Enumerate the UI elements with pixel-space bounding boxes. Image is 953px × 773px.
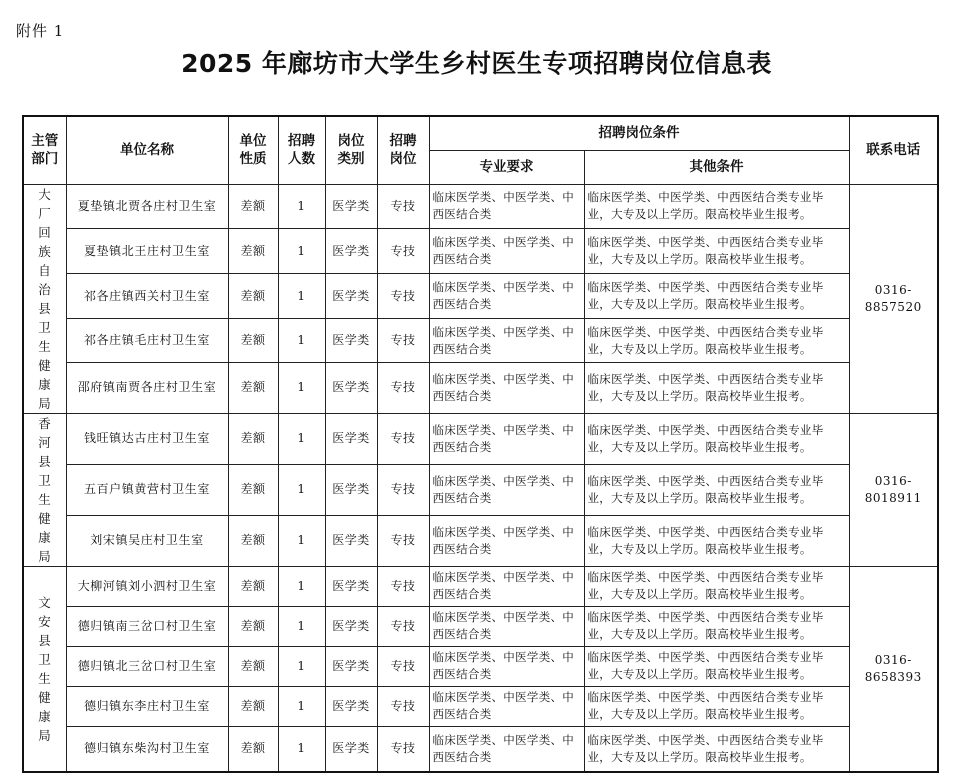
post-category-cell: 医学类 [325,686,377,726]
post-category-cell: 医学类 [325,566,377,606]
unit-nature-cell: 差额 [228,646,278,686]
unit-name-cell: 夏垫镇北王庄村卫生室 [66,229,228,274]
unit-name-cell: 五百户镇黄营村卫生室 [66,464,228,515]
recruit-post-cell: 专技 [377,566,429,606]
other-conditions-cell: 临床医学类、中医学类、中西医结合类专业毕业，大专及以上学历。限高校毕业生报考。 [584,686,849,726]
recruit-post-cell: 专技 [377,319,429,363]
recruit-post-cell: 专技 [377,646,429,686]
unit-nature-cell: 差额 [228,686,278,726]
dept-cell [23,184,66,413]
unit-name-cell: 大柳河镇刘小泗村卫生室 [66,566,228,606]
major-requirement-cell: 临床医学类、中医学类、中西医结合类 [429,363,584,413]
post-category-cell: 医学类 [325,726,377,772]
post-category-cell: 医学类 [325,646,377,686]
unit-name-cell: 钱旺镇达古庄村卫生室 [66,413,228,464]
major-requirement-cell: 临床医学类、中医学类、中西医结合类 [429,464,584,515]
recruit-count-cell: 1 [278,184,325,229]
other-conditions-cell: 临床医学类、中医学类、中西医结合类专业毕业，大专及以上学历。限高校毕业生报考。 [584,515,849,566]
header-count: 招聘人数 [278,116,325,184]
unit-name-cell: 德归镇东李庄村卫生室 [66,686,228,726]
header-other: 其他条件 [584,150,849,184]
table-row [23,686,938,726]
unit-nature-cell: 差额 [228,606,278,646]
major-requirement-cell: 临床医学类、中医学类、中西医结合类 [429,646,584,686]
post-category-cell: 医学类 [325,515,377,566]
post-category-cell: 医学类 [325,319,377,363]
recruit-post-cell: 专技 [377,606,429,646]
recruit-count-cell: 1 [278,274,325,319]
major-requirement-cell: 临床医学类、中医学类、中西医结合类 [429,686,584,726]
unit-name-cell: 邵府镇南贾各庄村卫生室 [66,363,228,413]
unit-nature-cell: 差额 [228,319,278,363]
post-category-cell: 医学类 [325,413,377,464]
table-row [23,229,938,274]
recruit-post-cell: 专技 [377,184,429,229]
header-conditions: 招聘岗位条件 [429,116,849,150]
major-requirement-cell: 临床医学类、中医学类、中西医结合类 [429,229,584,274]
other-conditions-cell: 临床医学类、中医学类、中西医结合类专业毕业，大专及以上学历。限高校毕业生报考。 [584,726,849,772]
dept-cell [23,566,66,772]
table-row [23,515,938,566]
unit-nature-cell: 差额 [228,566,278,606]
unit-name-cell: 德归镇东柴沟村卫生室 [66,726,228,772]
unit-name-cell: 夏垫镇北贾各庄村卫生室 [66,184,228,229]
unit-nature-cell: 差额 [228,515,278,566]
header-category: 岗位类别 [325,116,377,184]
major-requirement-cell: 临床医学类、中医学类、中西医结合类 [429,319,584,363]
recruit-post-cell: 专技 [377,515,429,566]
recruit-post-cell: 专技 [377,464,429,515]
recruit-post-cell: 专技 [377,363,429,413]
unit-name-cell: 祁各庄镇西关村卫生室 [66,274,228,319]
dept-name: 文安县卫生健康局 [38,594,52,743]
unit-nature-cell: 差额 [228,726,278,772]
recruit-count-cell: 1 [278,413,325,464]
header-major: 专业要求 [429,150,584,184]
table-row [23,646,938,686]
header-phone: 联系电话 [849,116,938,184]
table-row [23,464,938,515]
table-row [23,566,938,606]
contact-phone-cell: 0316-8857520 [849,184,938,413]
table-body [23,184,938,772]
header-nature: 单位性质 [228,116,278,184]
recruit-post-cell: 专技 [377,229,429,274]
recruit-count-cell: 1 [278,363,325,413]
table-row [23,274,938,319]
post-category-cell: 医学类 [325,606,377,646]
unit-nature-cell: 差额 [228,464,278,515]
header-dept: 主管部门 [23,116,66,184]
table-row [23,363,938,413]
header-unit: 单位名称 [66,116,228,184]
page-title: 2025 年廊坊市大学生乡村医生专项招聘岗位信息表 [181,49,772,78]
dept-name: 大厂回族自治县卫生健康局 [38,186,52,411]
recruit-count-cell: 1 [278,566,325,606]
contact-phone-cell: 0316-8018911 [849,413,938,566]
other-conditions-cell: 临床医学类、中医学类、中西医结合类专业毕业，大专及以上学历。限高校毕业生报考。 [584,363,849,413]
unit-nature-cell: 差额 [228,413,278,464]
other-conditions-cell: 临床医学类、中医学类、中西医结合类专业毕业，大专及以上学历。限高校毕业生报考。 [584,606,849,646]
table-row [23,413,938,464]
recruit-count-cell: 1 [278,319,325,363]
other-conditions-cell: 临床医学类、中医学类、中西医结合类专业毕业，大专及以上学历。限高校毕业生报考。 [584,319,849,363]
unit-nature-cell: 差额 [228,229,278,274]
post-category-cell: 医学类 [325,363,377,413]
major-requirement-cell: 临床医学类、中医学类、中西医结合类 [429,726,584,772]
recruit-count-cell: 1 [278,464,325,515]
recruit-count-cell: 1 [278,229,325,274]
table-row [23,606,938,646]
major-requirement-cell: 临床医学类、中医学类、中西医结合类 [429,606,584,646]
major-requirement-cell: 临床医学类、中医学类、中西医结合类 [429,184,584,229]
other-conditions-cell: 临床医学类、中医学类、中西医结合类专业毕业，大专及以上学历。限高校毕业生报考。 [584,274,849,319]
unit-nature-cell: 差额 [228,184,278,229]
attachment-label: 附件 1 [16,22,65,40]
recruit-post-cell: 专技 [377,686,429,726]
other-conditions-cell: 临床医学类、中医学类、中西医结合类专业毕业，大专及以上学历。限高校毕业生报考。 [584,464,849,515]
contact-phone-cell: 0316-8658393 [849,566,938,772]
other-conditions-cell: 临床医学类、中医学类、中西医结合类专业毕业，大专及以上学历。限高校毕业生报考。 [584,229,849,274]
other-conditions-cell: 临床医学类、中医学类、中西医结合类专业毕业，大专及以上学历。限高校毕业生报考。 [584,184,849,229]
recruit-count-cell: 1 [278,646,325,686]
major-requirement-cell: 临床医学类、中医学类、中西医结合类 [429,566,584,606]
unit-name-cell: 德归镇南三岔口村卫生室 [66,606,228,646]
table-row [23,319,938,363]
unit-nature-cell: 差额 [228,274,278,319]
major-requirement-cell: 临床医学类、中医学类、中西医结合类 [429,515,584,566]
unit-name-cell: 祁各庄镇毛庄村卫生室 [66,319,228,363]
recruit-post-cell: 专技 [377,413,429,464]
post-category-cell: 医学类 [325,464,377,515]
unit-name-cell: 德归镇北三岔口村卫生室 [66,646,228,686]
major-requirement-cell: 临床医学类、中医学类、中西医结合类 [429,274,584,319]
recruit-count-cell: 1 [278,686,325,726]
dept-name: 香河县卫生健康局 [38,415,52,564]
other-conditions-cell: 临床医学类、中医学类、中西医结合类专业毕业，大专及以上学历。限高校毕业生报考。 [584,646,849,686]
recruit-post-cell: 专技 [377,726,429,772]
post-category-cell: 医学类 [325,229,377,274]
recruit-count-cell: 1 [278,515,325,566]
post-category-cell: 医学类 [325,274,377,319]
table-row [23,184,938,229]
major-requirement-cell: 临床医学类、中医学类、中西医结合类 [429,413,584,464]
recruit-count-cell: 1 [278,606,325,646]
unit-name-cell: 刘宋镇吴庄村卫生室 [66,515,228,566]
dept-cell [23,413,66,566]
recruitment-table [22,115,939,773]
table-row [23,726,938,772]
unit-nature-cell: 差额 [228,363,278,413]
other-conditions-cell: 临床医学类、中医学类、中西医结合类专业毕业，大专及以上学历。限高校毕业生报考。 [584,413,849,464]
recruit-count-cell: 1 [278,726,325,772]
other-conditions-cell: 临床医学类、中医学类、中西医结合类专业毕业，大专及以上学历。限高校毕业生报考。 [584,566,849,606]
post-category-cell: 医学类 [325,184,377,229]
recruit-post-cell: 专技 [377,274,429,319]
header-post: 招聘岗位 [377,116,429,184]
